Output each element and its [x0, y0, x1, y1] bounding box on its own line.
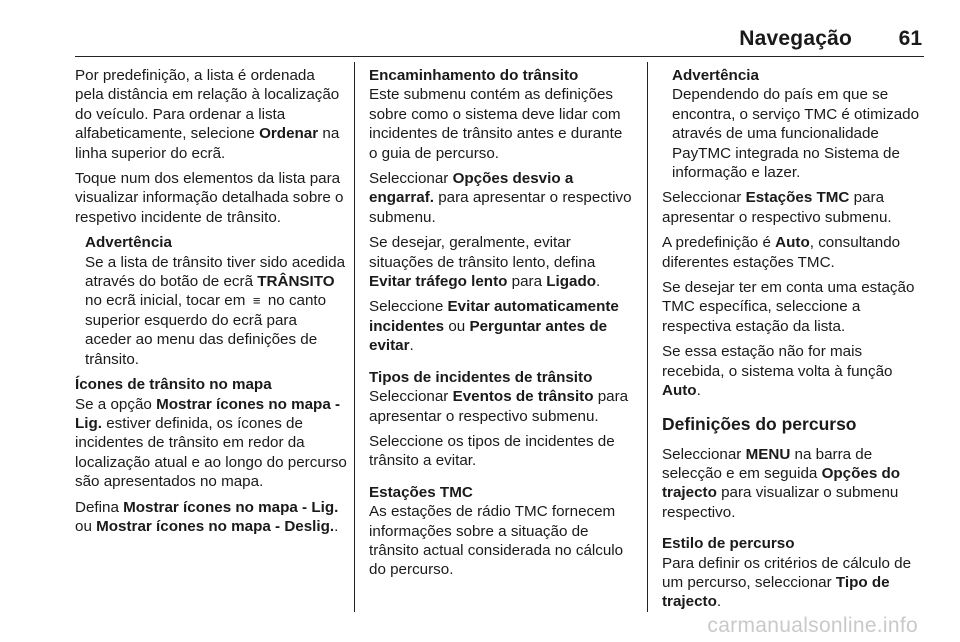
paragraph: Seleccionar Opções desvio a engarraf. para apresentar o respectivo submenu.: [369, 170, 632, 226]
paragraph: Seleccione Evitar automaticamente incidentes ou Perguntar antes de evitar.: [369, 298, 619, 355]
section-heading: Estilo de percurso: [662, 535, 795, 553]
section-heading: Estações TMC: [369, 483, 473, 501]
column-2: [369, 66, 633, 586]
page-header: [0, 0, 960, 58]
section-heading: Ícones de trânsito no mapa: [75, 376, 272, 394]
paragraph: Para definir os critérios de cálculo de um percurso, seleccionar Tipo de trajecto.: [662, 554, 912, 611]
column-1: [75, 66, 347, 542]
column-divider-2: [647, 62, 648, 612]
watermark: carmanualsonline.info: [707, 614, 918, 637]
note-title: Advertência: [85, 234, 172, 252]
note-text: Se a lista de trânsito tiver sido acedida através do botão de ecrã TRÂNSITO no ecrã inicial, tocar em ≡ no canto superior esquerdo do ecrã para aceder ao menu das definições de trânsito.: [85, 253, 346, 368]
section-title: Definições do percurso: [662, 413, 857, 434]
note-box: [75, 233, 347, 369]
column-divider-1: [354, 62, 355, 612]
section-heading: Encaminhamento do trânsito: [369, 67, 579, 84]
paragraph: Este submenu contém as definições sobre como o sistema deve lidar com incidentes de trânsito antes e durante o guia de percurso.: [369, 86, 623, 162]
paragraph: Seleccionar Eventos de trânsito para apresentar o respectivo submenu.: [369, 388, 629, 425]
page-title: Navegação: [739, 27, 852, 50]
paragraph: Toque num dos elementos da lista para visualizar informação detalhada sobre o respetivo incidente de trânsito.: [75, 170, 344, 226]
paragraph: Defina Mostrar ícones no mapa - Lig. ou Mostrar ícones no mapa - Deslig..: [75, 498, 339, 535]
paragraph: Se a opção Mostrar ícones no mapa - Lig. estiver definida, os ícones de incidentes de trânsito em redor da localização atual e ao longo do percurso são apresentados no mapa.: [75, 395, 347, 491]
page-number: 61: [898, 27, 922, 50]
paragraph: Se desejar, geralmente, evitar situações de trânsito lento, defina Evitar tráfego lento para Ligado.: [369, 234, 601, 291]
note-text: Dependendo do país em que se encontra, o serviço TMC é otimizado através de uma funcionalidade PayTMC integrada no Sistema de informação e lazer.: [672, 86, 920, 182]
paragraph: Seleccionar MENU na barra de selecção e em seguida Opções do trajecto para visualizar o submenu respectivo.: [662, 445, 901, 521]
note-title: Advertência: [672, 67, 759, 84]
paragraph: Seleccionar Estações TMC para apresentar o respectivo submenu.: [662, 189, 892, 226]
section-heading: Tipos de incidentes de trânsito: [369, 368, 593, 386]
column-3: [662, 66, 928, 618]
paragraph: Se desejar ter em conta uma estação TMC específica, seleccione a respectiva estação da lista.: [662, 279, 915, 335]
header-divider: [75, 56, 924, 57]
paragraph: A predefinição é Auto, consultando diferentes estações TMC.: [662, 234, 901, 271]
note-box: [662, 66, 928, 182]
paragraph: Se essa estação não for mais recebida, o sistema volta à função Auto.: [662, 343, 893, 400]
menu-icon: ≡: [252, 293, 261, 309]
paragraph: As estações de rádio TMC fornecem informações sobre a situação de trânsito actual considerada no cálculo do percurso.: [369, 503, 624, 579]
paragraph: Por predefinição, a lista é ordenada pela distância em relação à localização do veículo. Para ordenar a lista alfabeticamente, selecione Ordenar na linha superior do ecrã.: [75, 67, 340, 162]
paragraph: Seleccione os tipos de incidentes de trânsito a evitar.: [369, 432, 615, 470]
